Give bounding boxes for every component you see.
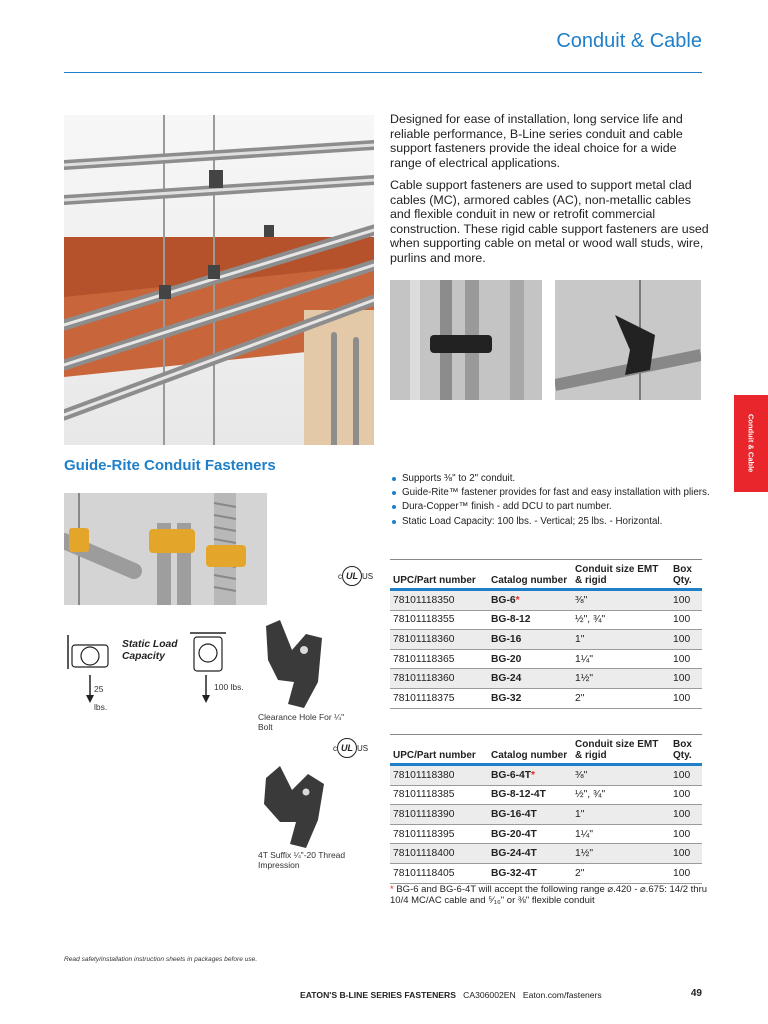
load-25-label: 25 lbs. (94, 684, 108, 712)
header-rule (64, 72, 702, 73)
intro-paragraph-2: Cable support fasteners are used to support metal clad cables (MC), armored cables (AC), non-metallic cables and flexible conduit in new or retrofit commercial construction. These rigid cable support fasteners are used when supporting cable on metal or wood wall studs, wire, purlins and more. (390, 178, 709, 265)
bg-fastener-icon (258, 620, 328, 712)
box-qty-cell-text: 100 (673, 692, 691, 704)
side-tab-label: Conduit & Cable (746, 414, 756, 473)
box-qty-cell (670, 765, 702, 786)
conduit-size-cell-text: ⅜" (575, 594, 588, 606)
photo-fastener-on-wire (555, 280, 701, 400)
spec-table-4t (390, 734, 702, 884)
catalog-number-cell-text: BG-32 (491, 692, 522, 704)
feature-item: Dura-Copper™ finish - add DCU to part number. (402, 501, 722, 513)
bg-4t-fastener-icon (258, 764, 330, 850)
catalog-number-cell (488, 765, 572, 786)
ul-listed-mark-1: c UL US (338, 566, 373, 586)
static-load-label: Static Load Capacity (122, 639, 178, 663)
box-qty-cell (670, 805, 702, 825)
upc-cell (390, 765, 488, 786)
box-qty-cell-text: 100 (673, 789, 691, 801)
catalog-number-cell (488, 669, 572, 689)
box-qty-cell (670, 610, 702, 630)
box-qty-cell (670, 688, 702, 708)
table-row (390, 805, 702, 825)
col-header-upc: UPC/Part number (390, 560, 488, 590)
spec-table-standard (390, 559, 702, 709)
catalog-number-cell (488, 688, 572, 708)
box-qty-cell (670, 824, 702, 844)
table-row (390, 844, 702, 864)
catalog-number-cell-text: BG-24 (491, 673, 522, 685)
conduit-size-cell-text: ½", ¾" (575, 789, 606, 801)
footnote-star: * (531, 769, 536, 781)
conduit-size-cell (572, 765, 670, 786)
conduit-size-cell (572, 824, 670, 844)
feature-item: Supports ⅜" to 2" conduit. (402, 473, 722, 485)
upc-cell (390, 688, 488, 708)
upc-cell (390, 863, 488, 883)
table-row (390, 669, 702, 689)
catalog-number-cell (488, 863, 572, 883)
upc-cell-text: 78101118375 (393, 692, 455, 704)
table-row (390, 863, 702, 883)
intro-paragraph-1: Designed for ease of installation, long service life and reliable performance, B-Line series conduit and cable support fasteners provide the ideal choice for a wide range of electrical applications. (390, 112, 683, 170)
catalog-number-cell-text: BG-8-12 (491, 614, 531, 626)
box-qty-cell-text: 100 (673, 848, 691, 860)
catalog-number-cell-text: BG-20 (491, 653, 522, 665)
box-qty-cell (670, 630, 702, 650)
catalog-number-cell (488, 785, 572, 805)
upc-cell-text: 78101118365 (393, 653, 455, 665)
upc-cell-text: 78101118395 (393, 828, 455, 840)
table-header-row (390, 560, 702, 590)
conduit-size-cell (572, 688, 670, 708)
thread-impression-label: 4T Suffix ¼"-20 Thread Impression (258, 850, 346, 870)
box-qty-cell-text: 100 (673, 808, 691, 820)
box-qty-cell (670, 844, 702, 864)
conduit-size-cell-text: ½", ¾" (575, 614, 606, 626)
table-row (390, 649, 702, 669)
catalog-number-cell (488, 590, 572, 611)
box-qty-cell (670, 649, 702, 669)
fastener-drawing-4t (258, 764, 330, 850)
clearance-hole-label: Clearance Hole For ¼" Bolt (258, 712, 345, 732)
guide-rite-fasteners-graphic (64, 493, 267, 605)
page-title: Conduit & Cable (556, 30, 702, 52)
conduit-size-cell (572, 844, 670, 864)
safety-note: Read safety/installation instruction sheets in packages before use. (64, 956, 258, 963)
conduit-size-cell (572, 649, 670, 669)
conduit-size-cell-text: 1½" (575, 673, 593, 685)
conduit-size-cell-text: 1" (575, 633, 585, 645)
box-qty-cell-text: 100 (673, 633, 691, 645)
table-row (390, 590, 702, 611)
upc-cell-text: 78101118350 (393, 594, 455, 606)
page-number: 49 (690, 988, 702, 999)
stud-photo-graphic (390, 280, 542, 400)
conduit-size-cell (572, 630, 670, 650)
table-row (390, 630, 702, 650)
table-row (390, 785, 702, 805)
upc-cell (390, 824, 488, 844)
upc-cell-text: 78101118360 (393, 673, 455, 685)
box-qty-cell (670, 863, 702, 883)
box-qty-cell-text: 100 (673, 653, 691, 665)
catalog-number-cell (488, 649, 572, 669)
footer-brand: EATON'S B-LINE SERIES FASTENERS (300, 990, 456, 1000)
footer (300, 990, 602, 1000)
box-qty-cell-text: 100 (673, 673, 691, 685)
upc-cell (390, 630, 488, 650)
col-header-box: Box Qty. (670, 560, 702, 590)
table-row (390, 824, 702, 844)
section-heading: Guide-Rite Conduit Fasteners (64, 457, 276, 474)
conduit-size-cell (572, 669, 670, 689)
upc-cell-text: 78101118400 (393, 848, 455, 860)
load-100-label: 100 lbs. (214, 682, 244, 692)
upc-cell-text: 78101118380 (393, 769, 455, 781)
col-header-conduit: Conduit size EMT & rigid (572, 560, 670, 590)
catalog-number-cell-text: BG-8-12-4T (491, 789, 546, 801)
table-row (390, 688, 702, 708)
upc-cell-text: 78101118390 (393, 808, 455, 820)
ul-logo-icon: UL (342, 566, 362, 586)
conduit-size-cell-text: 2" (575, 867, 585, 879)
photo-fastener-on-stud (390, 280, 542, 400)
footnote-text: BG-6 and BG-6-4T will accept the following range ⌀.420 - ⌀.675: 14/2 thru 10/4 MC/AC cable and ⁵⁄₁₆" or ⅜" flexible conduit (390, 884, 708, 906)
wire-photo-graphic (555, 280, 701, 400)
fastener-drawing-bg (258, 620, 328, 712)
conduit-size-cell (572, 863, 670, 883)
table-row (390, 610, 702, 630)
ul-listed-mark-2: c UL US (333, 738, 368, 758)
col-header-catalog: Catalog number (488, 560, 572, 590)
section-side-tab[interactable] (734, 395, 768, 492)
box-qty-cell-text: 100 (673, 769, 691, 781)
feature-item: Static Load Capacity: 100 lbs. - Vertical; 25 lbs. - Horizontal. (402, 516, 722, 528)
feature-list (390, 473, 722, 530)
table-header-row (390, 735, 702, 765)
catalog-number-cell-text: BG-6-4T (491, 769, 532, 781)
catalog-number-cell (488, 824, 572, 844)
box-qty-cell (670, 785, 702, 805)
catalog-number-cell-text: BG-20-4T (491, 828, 537, 840)
upc-cell (390, 649, 488, 669)
conduit-size-cell-text: 1¼" (575, 828, 593, 840)
catalog-number-cell (488, 844, 572, 864)
conduit-size-cell (572, 590, 670, 611)
upc-cell-text: 78101118355 (393, 614, 455, 626)
conduit-size-cell (572, 785, 670, 805)
footnote-star: * (515, 594, 520, 606)
conduit-size-cell (572, 610, 670, 630)
footnote (390, 884, 710, 906)
col-header-box: Box Qty. (670, 735, 702, 765)
upc-cell-text: 78101118360 (393, 633, 455, 645)
footer-code: CA306002EN (463, 990, 516, 1000)
box-qty-cell-text: 100 (673, 828, 691, 840)
hero-image (64, 115, 374, 445)
catalog-number-cell-text: BG-16 (491, 633, 522, 645)
upc-cell (390, 785, 488, 805)
col-header-catalog: Catalog number (488, 735, 572, 765)
upc-cell (390, 805, 488, 825)
conduit-size-cell (572, 805, 670, 825)
box-qty-cell-text: 100 (673, 614, 691, 626)
upc-cell-text: 78101118405 (393, 867, 455, 879)
footer-url[interactable]: Eaton.com/fasteners (522, 990, 602, 1000)
col-header-conduit: Conduit size EMT & rigid (572, 735, 670, 765)
upc-cell (390, 669, 488, 689)
conduit-size-cell-text: 1" (575, 808, 585, 820)
box-qty-cell (670, 590, 702, 611)
catalog-number-cell (488, 610, 572, 630)
feature-item: Guide-Rite™ fastener provides for fast and easy installation with pliers. (402, 487, 722, 499)
catalog-number-cell-text: BG-6 (491, 594, 516, 606)
conduit-size-cell-text: 2" (575, 692, 585, 704)
catalog-number-cell-text: BG-32-4T (491, 867, 537, 879)
upc-cell (390, 590, 488, 611)
conduit-size-cell-text: 1½" (575, 848, 593, 860)
conduit-size-cell-text: 1¼" (575, 653, 593, 665)
catalog-number-cell (488, 630, 572, 650)
conduit-installation-illustration (64, 115, 374, 445)
upc-cell-text: 78101118385 (393, 789, 455, 801)
catalog-number-cell-text: BG-24-4T (491, 848, 537, 860)
box-qty-cell-text: 100 (673, 867, 691, 879)
table-row (390, 765, 702, 786)
upc-cell (390, 610, 488, 630)
upc-cell (390, 844, 488, 864)
catalog-number-cell-text: BG-16-4T (491, 808, 537, 820)
product-image (64, 493, 267, 605)
ul-logo-icon: UL (337, 738, 357, 758)
box-qty-cell (670, 669, 702, 689)
footnote-star: * (390, 884, 394, 895)
conduit-size-cell-text: ⅜" (575, 769, 588, 781)
box-qty-cell-text: 100 (673, 594, 691, 606)
col-header-upc: UPC/Part number (390, 735, 488, 765)
catalog-number-cell (488, 805, 572, 825)
